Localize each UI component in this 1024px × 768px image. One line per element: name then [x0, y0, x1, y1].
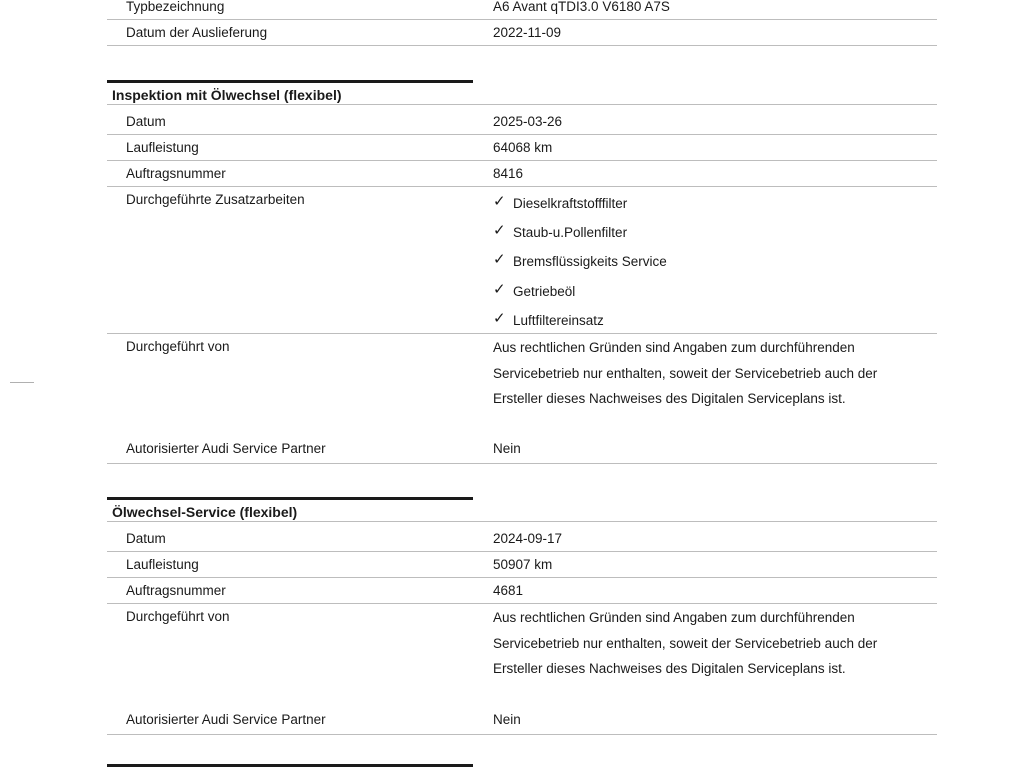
laufleistung-value: 50907 km — [493, 557, 553, 572]
list-item — [493, 223, 667, 252]
checkmark-icon: ✓ — [493, 193, 506, 210]
row-auslieferung — [107, 20, 937, 46]
partner-label: Autorisierter Audi Service Partner — [126, 441, 326, 456]
zusatz-item-text: Luftfiltereinsatz — [513, 312, 604, 328]
zusatz-item-text: Dieselkraftstofffilter — [513, 196, 628, 211]
checkmark-icon: ✓ — [493, 222, 506, 240]
section-divider — [473, 104, 937, 106]
checkmark-icon: ✓ — [493, 251, 506, 269]
datum-label: Datum — [126, 531, 166, 546]
durchgefuehrt-line: Ersteller dieses Nachweises des Digitalen Serviceplans ist. — [493, 391, 846, 407]
typbezeichnung-value: A6 Avant qTDI3.0 V6180 A7S — [493, 0, 670, 14]
partner-value: Nein — [493, 441, 521, 456]
datum-label: Datum — [126, 114, 166, 129]
durchgefuehrt-line: Aus rechtlichen Gründen sind Angaben zum durchführenden — [493, 610, 855, 625]
row-laufleistung — [107, 552, 937, 578]
row-auftragsnummer — [107, 578, 937, 604]
durchgefuehrt-label: Durchgeführt von — [126, 609, 230, 624]
section-title-oelwechsel-text: Ölwechsel-Service (flexibel) — [112, 504, 298, 520]
row-typbezeichnung — [107, 0, 937, 20]
zusatzarbeiten-label: Durchgeführte Zusatzarbeiten — [126, 192, 305, 207]
auftragsnummer-label: Auftragsnummer — [126, 583, 226, 598]
row-datum — [107, 109, 937, 135]
auftragsnummer-label: Auftragsnummer — [126, 166, 226, 181]
laufleistung-value: 64068 km — [493, 140, 553, 155]
row-zusatzarbeiten — [107, 187, 937, 334]
section-divider — [473, 521, 937, 523]
auslieferung-label: Datum der Auslieferung — [126, 25, 268, 40]
page-edge-marker — [10, 382, 34, 383]
durchgefuehrt-value — [493, 335, 877, 412]
auslieferung-value: 2022-11-09 — [493, 25, 562, 40]
laufleistung-label: Laufleistung — [126, 557, 199, 572]
partner-value: Nein — [493, 712, 521, 727]
list-item — [493, 252, 667, 281]
section-title-inspektion-text: Inspektion mit Ölwechsel (flexibel) — [112, 87, 342, 103]
durchgefuehrt-line: Ersteller dieses Nachweises des Digitalen Serviceplans ist. — [493, 661, 846, 677]
section-title-inspektion — [107, 80, 473, 105]
datum-value: 2025-03-26 — [493, 114, 563, 129]
auftragsnummer-value: 4681 — [493, 583, 524, 598]
durchgefuehrt-line: Servicebetrieb nur enthalten, soweit der Servicebetrieb auch der — [493, 365, 878, 381]
checkmark-icon: ✓ — [493, 309, 506, 327]
next-section-rule — [107, 764, 473, 767]
durchgefuehrt-value — [493, 605, 877, 682]
row-datum — [107, 526, 937, 552]
checkmark-icon: ✓ — [493, 280, 506, 298]
zusatz-item-text: Staub-u.Pollenfilter — [513, 225, 628, 241]
datum-value: 2024-09-17 — [493, 531, 563, 546]
laufleistung-label: Laufleistung — [126, 140, 199, 155]
zusatz-item-text: Bremsflüssigkeits Service — [513, 254, 667, 270]
row-durchgefuehrt-von — [107, 604, 937, 735]
partner-label: Autorisierter Audi Service Partner — [126, 712, 326, 727]
durchgefuehrt-line: Servicebetrieb nur enthalten, soweit der Servicebetrieb auch der — [493, 635, 878, 651]
row-laufleistung — [107, 135, 937, 161]
durchgefuehrt-line: Aus rechtlichen Gründen sind Angaben zum durchführenden — [493, 340, 855, 355]
list-item — [493, 282, 667, 311]
zusatz-item-text: Getriebeöl — [513, 283, 576, 299]
section-title-oelwechsel — [107, 497, 473, 522]
row-durchgefuehrt-von — [107, 334, 937, 464]
row-auftragsnummer — [107, 161, 937, 187]
list-item — [493, 194, 667, 223]
durchgefuehrt-label: Durchgeführt von — [126, 339, 230, 354]
zusatzarbeiten-list — [493, 194, 667, 340]
auftragsnummer-value: 8416 — [493, 166, 524, 181]
typbezeichnung-label: Typbezeichnung — [126, 0, 225, 14]
